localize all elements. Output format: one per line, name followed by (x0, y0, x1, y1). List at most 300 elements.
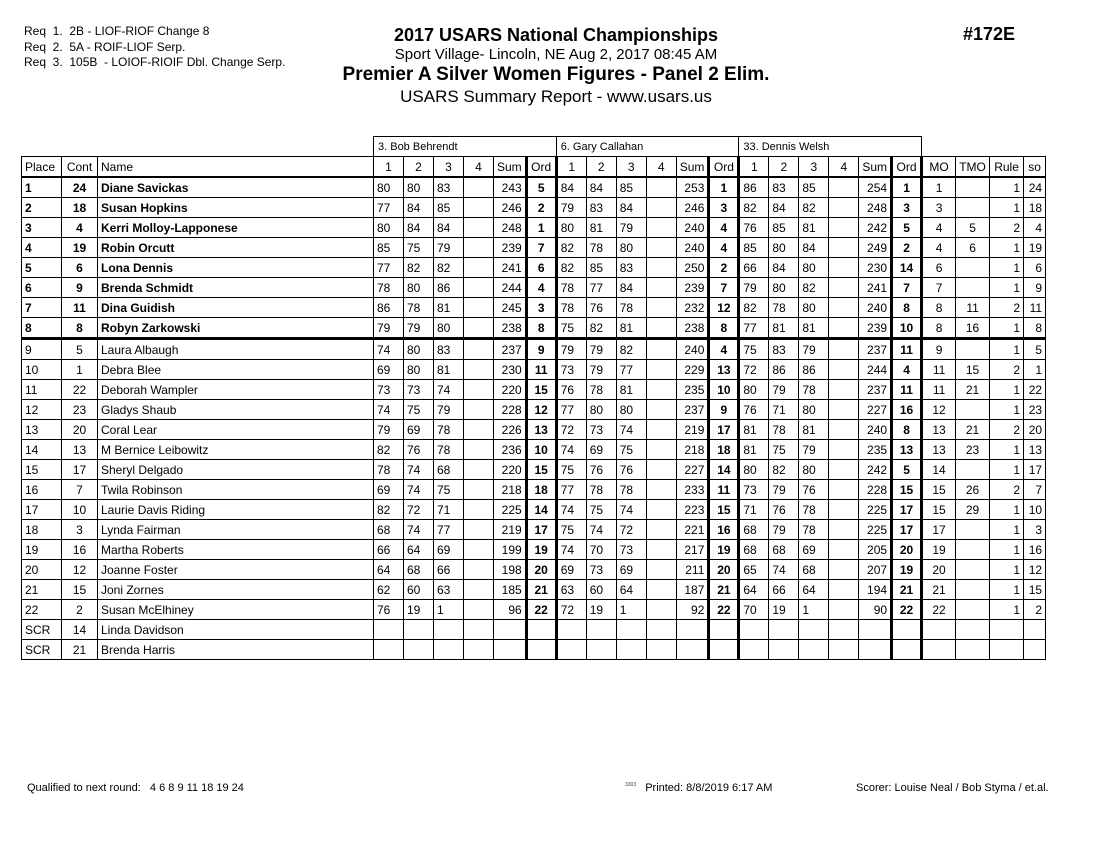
judge-1-score-3: 79 (434, 400, 464, 420)
so-cell: 2 (1024, 600, 1046, 620)
judge-1-score-4 (464, 400, 494, 420)
judge-2-score-3: 73 (616, 540, 646, 560)
place-cell: 12 (22, 400, 62, 420)
judge-3-ordinal: 20 (892, 540, 922, 560)
col-j1-sum: Sum (494, 157, 527, 178)
judge-2-score-1: 78 (556, 298, 586, 318)
judge-3-ordinal: 8 (892, 298, 922, 318)
tmo-cell: 21 (956, 420, 990, 440)
judge-1-sum: 198 (494, 560, 527, 580)
judge-1-sum: 220 (494, 380, 527, 400)
judge-3-sum: 240 (859, 298, 892, 318)
judge-3-score-1: 77 (739, 318, 769, 339)
judge-2-score-2: 73 (586, 420, 616, 440)
tmo-cell: 6 (956, 238, 990, 258)
judge-3-score-2: 80 (769, 238, 799, 258)
judge-1-sum: 225 (494, 500, 527, 520)
place-cell: 10 (22, 360, 62, 380)
judge-3-sum (859, 640, 892, 660)
judge-1-ordinal: 15 (526, 460, 556, 480)
judge-2-score-1: 82 (556, 238, 586, 258)
judge-3-score-3 (799, 640, 829, 660)
judge-2-score-1: 73 (556, 360, 586, 380)
judge-2-ordinal: 4 (709, 218, 739, 238)
so-cell: 6 (1024, 258, 1046, 278)
judge-1-ordinal: 1 (526, 218, 556, 238)
judge-2-score-3 (616, 640, 646, 660)
judge-3-sum: 244 (859, 360, 892, 380)
so-cell: 15 (1024, 580, 1046, 600)
judge-1-score-2: 73 (404, 380, 434, 400)
judge-1-score-1: 85 (374, 238, 404, 258)
mo-cell: 12 (922, 400, 956, 420)
qualified-label: Qualified to next round: (27, 782, 141, 794)
col-mo: MO (922, 157, 956, 178)
judge-2-sum: 223 (676, 500, 709, 520)
judge-3-score-4 (829, 480, 859, 500)
judge-3-score-1: 64 (739, 580, 769, 600)
judge-3-score-4 (829, 177, 859, 198)
tmo-cell: 21 (956, 380, 990, 400)
judge-2-score-1: 84 (556, 177, 586, 198)
rule-cell: 1 (990, 560, 1024, 580)
judge-3-score-1: 66 (739, 258, 769, 278)
championship-title: 2017 USARS National Championships (393, 25, 719, 45)
judge-2-score-4 (646, 580, 676, 600)
col-j1-s4: 4 (464, 157, 494, 178)
judge-3-sum: 225 (859, 520, 892, 540)
judge-1-score-4 (464, 500, 494, 520)
judge-1-score-2: 80 (404, 339, 434, 360)
col-j2-ord: Ord (709, 157, 739, 178)
place-cell: 20 (22, 560, 62, 580)
judge-3-sum: 240 (859, 420, 892, 440)
mo-cell: 7 (922, 278, 956, 298)
judge-3-ordinal: 17 (892, 500, 922, 520)
skater-name-cell: Laura Albaugh (98, 339, 374, 360)
judge-2-sum: 232 (676, 298, 709, 318)
skater-name-cell: Laurie Davis Riding (98, 500, 374, 520)
judge-2-score-3: 84 (616, 278, 646, 298)
judge-2-score-3: 64 (616, 580, 646, 600)
judge-1-score-2: 60 (404, 580, 434, 600)
judge-1-score-1: 86 (374, 298, 404, 318)
judge-1-sum: 243 (494, 177, 527, 198)
judge-1-score-3: 68 (434, 460, 464, 480)
place-cell: 18 (22, 520, 62, 540)
judge-3-score-4 (829, 620, 859, 640)
judge-1-score-3: 82 (434, 258, 464, 278)
rule-cell: 1 (990, 520, 1024, 540)
judge-3-ordinal: 11 (892, 339, 922, 360)
judge-2-score-2: 73 (586, 560, 616, 580)
place-cell: 9 (22, 339, 62, 360)
judge-1-score-2 (404, 620, 434, 640)
place-cell: 22 (22, 600, 62, 620)
judge-1-score-4 (464, 360, 494, 380)
contestant-number-cell: 8 (62, 318, 98, 339)
judge-3-sum: 242 (859, 218, 892, 238)
judge-2-ordinal: 15 (709, 500, 739, 520)
judge-1-score-1: 74 (374, 400, 404, 420)
skater-name-cell: Gladys Shaub (98, 400, 374, 420)
judge-3-score-1: 80 (739, 380, 769, 400)
table-row (22, 640, 1046, 660)
contestant-number-cell: 20 (62, 420, 98, 440)
judge-2-sum: 240 (676, 218, 709, 238)
judge-1-ordinal: 20 (526, 560, 556, 580)
judge-3-score-2: 79 (769, 480, 799, 500)
col-j1-s3: 3 (434, 157, 464, 178)
judge-2-score-4 (646, 540, 676, 560)
judge-2-score-3: 77 (616, 360, 646, 380)
skater-name-cell: Kerri Molloy-Lapponese (98, 218, 374, 238)
rule-cell: 1 (990, 198, 1024, 218)
judge-3-score-4 (829, 278, 859, 298)
judge-2-score-3: 83 (616, 258, 646, 278)
judge-1-score-1: 82 (374, 500, 404, 520)
judge-2-score-1: 82 (556, 258, 586, 278)
judge-1-name: 3. Bob Behrendt (374, 137, 557, 157)
judge-3-score-1: 68 (739, 540, 769, 560)
judge-2-score-2: 69 (586, 440, 616, 460)
judge-1-ordinal: 4 (526, 278, 556, 298)
judge-3-score-1 (739, 620, 769, 640)
judge-2-score-4 (646, 238, 676, 258)
table-row (22, 460, 1046, 480)
judge-1-ordinal: 22 (526, 600, 556, 620)
rule-cell: 1 (990, 440, 1024, 460)
judge-1-score-4 (464, 177, 494, 198)
tmo-cell (956, 278, 990, 298)
judge-1-score-2: 75 (404, 238, 434, 258)
so-cell: 20 (1024, 420, 1046, 440)
judge-3-score-1: 65 (739, 560, 769, 580)
judge-1-score-2: 79 (404, 318, 434, 339)
judge-1-score-1 (374, 620, 404, 640)
judge-3-score-3: 81 (799, 420, 829, 440)
rule-cell: 1 (990, 177, 1024, 198)
report-code: 3303 (625, 782, 637, 788)
judge-2-score-3: 78 (616, 480, 646, 500)
judge-1-score-2: 82 (404, 258, 434, 278)
judge-2-score-2: 82 (586, 318, 616, 339)
judge-3-ordinal (892, 620, 922, 640)
so-cell: 18 (1024, 198, 1046, 218)
table-row (22, 278, 1046, 298)
tmo-cell: 5 (956, 218, 990, 238)
judge-1-sum: 96 (494, 600, 527, 620)
skater-name-cell: Joni Zornes (98, 580, 374, 600)
col-j2-sum: Sum (676, 157, 709, 178)
judge-3-ordinal: 19 (892, 560, 922, 580)
tmo-cell: 26 (956, 480, 990, 500)
judge-2-score-4 (646, 640, 676, 660)
judge-3-ordinal: 14 (892, 258, 922, 278)
col-j2-s2: 2 (586, 157, 616, 178)
judge-2-score-1: 79 (556, 339, 586, 360)
judge-3-ordinal: 16 (892, 400, 922, 420)
contestant-number-cell: 12 (62, 560, 98, 580)
judge-1-score-4 (464, 480, 494, 500)
judge-3-score-2: 84 (769, 258, 799, 278)
judge-3-score-1: 73 (739, 480, 769, 500)
judge-3-score-2: 66 (769, 580, 799, 600)
judge-3-score-3: 79 (799, 339, 829, 360)
so-cell: 4 (1024, 218, 1046, 238)
rule-cell: 2 (990, 218, 1024, 238)
judge-3-score-4 (829, 238, 859, 258)
contestant-number-cell: 7 (62, 480, 98, 500)
judge-2-ordinal: 19 (709, 540, 739, 560)
so-cell: 24 (1024, 177, 1046, 198)
judge-3-score-1: 70 (739, 600, 769, 620)
judge-1-ordinal: 7 (526, 238, 556, 258)
judge-2-score-1: 80 (556, 218, 586, 238)
judge-3-ordinal: 3 (892, 198, 922, 218)
judge-3-score-3: 69 (799, 540, 829, 560)
judge-3-score-2: 80 (769, 278, 799, 298)
judge-3-score-1: 76 (739, 218, 769, 238)
judge-2-score-4 (646, 400, 676, 420)
skater-name-cell: Susan Hopkins (98, 198, 374, 218)
judge-3-score-2: 84 (769, 198, 799, 218)
rule-cell: 1 (990, 580, 1024, 600)
table-row (22, 580, 1046, 600)
contestant-number-cell: 15 (62, 580, 98, 600)
judge-2-score-4 (646, 560, 676, 580)
place-cell: 1 (22, 177, 62, 198)
judge-2-sum: 229 (676, 360, 709, 380)
judge-1-score-4 (464, 600, 494, 620)
table-row (22, 600, 1046, 620)
judge-3-score-4 (829, 640, 859, 660)
table-row (22, 520, 1046, 540)
rule-cell: 1 (990, 339, 1024, 360)
judge-3-score-2: 79 (769, 380, 799, 400)
judge-1-score-4 (464, 540, 494, 560)
judge-3-score-3: 81 (799, 218, 829, 238)
judge-1-ordinal (526, 640, 556, 660)
judge-2-score-2: 85 (586, 258, 616, 278)
rule-cell: 1 (990, 258, 1024, 278)
contestant-number-cell: 10 (62, 500, 98, 520)
judge-1-score-3: 75 (434, 480, 464, 500)
place-cell: 7 (22, 298, 62, 318)
tmo-cell (956, 600, 990, 620)
place-cell: 21 (22, 580, 62, 600)
judge-2-sum: 92 (676, 600, 709, 620)
contestant-number-cell: 17 (62, 460, 98, 480)
judge-2-score-4 (646, 520, 676, 540)
rule-cell: 2 (990, 360, 1024, 380)
judge-3-score-2: 78 (769, 298, 799, 318)
judge-2-score-1: 69 (556, 560, 586, 580)
judge-2-sum: 221 (676, 520, 709, 540)
judge-2-ordinal: 11 (709, 480, 739, 500)
judge-2-score-1: 75 (556, 520, 586, 540)
judge-2-score-4 (646, 620, 676, 640)
judge-3-ordinal: 7 (892, 278, 922, 298)
judge-2-sum: 238 (676, 318, 709, 339)
judge-2-score-2: 77 (586, 278, 616, 298)
judge-1-score-1: 69 (374, 360, 404, 380)
judge-1-score-1: 66 (374, 540, 404, 560)
judge-3-score-4 (829, 339, 859, 360)
judge-2-score-3: 74 (616, 420, 646, 440)
judge-1-score-1: 78 (374, 460, 404, 480)
place-cell: 16 (22, 480, 62, 500)
contestant-number-cell: 9 (62, 278, 98, 298)
skater-name-cell: Brenda Schmidt (98, 278, 374, 298)
judge-1-sum: 185 (494, 580, 527, 600)
col-tmo: TMO (956, 157, 990, 178)
judge-3-score-1: 75 (739, 339, 769, 360)
judge-1-score-3: 83 (434, 339, 464, 360)
judge-1-score-2: 84 (404, 198, 434, 218)
so-cell: 19 (1024, 238, 1046, 258)
tmo-cell: 23 (956, 440, 990, 460)
judge-1-ordinal: 17 (526, 520, 556, 540)
judge-1-score-1: 74 (374, 339, 404, 360)
table-row (22, 500, 1046, 520)
judge-2-score-4 (646, 298, 676, 318)
place-cell: 6 (22, 278, 62, 298)
judge-2-sum: 211 (676, 560, 709, 580)
so-cell (1024, 640, 1046, 660)
judge-1-score-2: 76 (404, 440, 434, 460)
judge-2-score-4 (646, 278, 676, 298)
table-row (22, 198, 1046, 218)
judge-3-score-2 (769, 620, 799, 640)
table-row (22, 400, 1046, 420)
mo-cell: 6 (922, 258, 956, 278)
col-j1-ord: Ord (526, 157, 556, 178)
judge-1-score-3 (434, 640, 464, 660)
judge-3-score-3 (799, 620, 829, 640)
col-j1-s1: 1 (374, 157, 404, 178)
judge-2-ordinal: 14 (709, 460, 739, 480)
place-cell: 3 (22, 218, 62, 238)
col-j1-s2: 2 (404, 157, 434, 178)
judge-2-ordinal (709, 640, 739, 660)
mo-cell: 15 (922, 500, 956, 520)
judge-2-score-1: 72 (556, 420, 586, 440)
judge-1-score-2: 74 (404, 480, 434, 500)
judge-1-score-3: 81 (434, 360, 464, 380)
judge-3-score-4 (829, 298, 859, 318)
judge-3-score-2: 71 (769, 400, 799, 420)
report-header (300, 24, 812, 108)
skater-name-cell: Brenda Harris (98, 640, 374, 660)
judge-1-sum: 237 (494, 339, 527, 360)
judge-2-sum: 187 (676, 580, 709, 600)
judge-3-score-4 (829, 600, 859, 620)
judge-1-score-4 (464, 278, 494, 298)
judge-1-score-4 (464, 620, 494, 640)
judge-1-ordinal: 18 (526, 480, 556, 500)
judge-1-sum: 236 (494, 440, 527, 460)
col-j2-s1: 1 (556, 157, 586, 178)
skater-name-cell: Twila Robinson (98, 480, 374, 500)
judge-2-sum: 219 (676, 420, 709, 440)
judge-3-score-1: 81 (739, 440, 769, 460)
skater-name-cell: Robyn Zarkowski (98, 318, 374, 339)
mo-cell: 22 (922, 600, 956, 620)
rule-cell (990, 620, 1024, 640)
judge-2-sum: 239 (676, 278, 709, 298)
judge-1-sum: 241 (494, 258, 527, 278)
table-row (22, 360, 1046, 380)
judge-2-score-4 (646, 177, 676, 198)
judge-3-sum: 235 (859, 440, 892, 460)
venue-date: Sport Village- Lincoln, NE Aug 2, 2017 08:45 AM (394, 46, 718, 63)
judge-1-sum: 238 (494, 318, 527, 339)
judge-2-ordinal: 22 (709, 600, 739, 620)
col-j3-s2: 2 (769, 157, 799, 178)
so-cell: 23 (1024, 400, 1046, 420)
judge-3-score-1: 81 (739, 420, 769, 440)
mo-cell: 13 (922, 440, 956, 460)
judge-2-score-4 (646, 380, 676, 400)
judge-3-score-4 (829, 580, 859, 600)
judge-1-ordinal: 12 (526, 400, 556, 420)
judge-1-sum: 230 (494, 360, 527, 380)
judge-3-score-1: 86 (739, 177, 769, 198)
requirement-2: Req 2. 5A - ROIF-LIOF Serp. (24, 39, 186, 54)
judge-2-score-4 (646, 318, 676, 339)
judge-2-ordinal: 16 (709, 520, 739, 540)
judge-3-sum: 254 (859, 177, 892, 198)
mo-cell: 11 (922, 360, 956, 380)
col-j3-s3: 3 (799, 157, 829, 178)
judge-2-score-3: 81 (616, 380, 646, 400)
so-cell: 8 (1024, 318, 1046, 339)
requirement-1: Req 1. 2B - LIOF-RIOF Change 8 (24, 24, 210, 38)
table-row (22, 238, 1046, 258)
mo-cell: 8 (922, 298, 956, 318)
tmo-cell (956, 640, 990, 660)
judge-1-score-2: 64 (404, 540, 434, 560)
judge-3-score-2: 82 (769, 460, 799, 480)
judge-3-score-3: 80 (799, 460, 829, 480)
judge-1-sum: 246 (494, 198, 527, 218)
mo-cell: 20 (922, 560, 956, 580)
judge-2-score-1: 79 (556, 198, 586, 218)
mo-cell: 9 (922, 339, 956, 360)
judge-1-sum: 245 (494, 298, 527, 318)
judge-3-score-4 (829, 360, 859, 380)
judge-2-score-2: 76 (586, 298, 616, 318)
judge-1-score-2: 72 (404, 500, 434, 520)
mo-cell: 14 (922, 460, 956, 480)
judge-2-score-1: 78 (556, 278, 586, 298)
judge-3-score-4 (829, 460, 859, 480)
judge-1-sum: 218 (494, 480, 527, 500)
place-cell: 8 (22, 318, 62, 339)
judge-1-score-3: 85 (434, 198, 464, 218)
judge-1-ordinal: 15 (526, 380, 556, 400)
judge-1-score-2: 74 (404, 520, 434, 540)
judge-1-sum: 244 (494, 278, 527, 298)
judge-2-score-2: 79 (586, 339, 616, 360)
judge-2-score-1: 63 (556, 580, 586, 600)
table-row (22, 540, 1046, 560)
judge-2-sum: 240 (676, 238, 709, 258)
so-cell: 10 (1024, 500, 1046, 520)
place-cell: 11 (22, 380, 62, 400)
judge-2-sum: 240 (676, 339, 709, 360)
